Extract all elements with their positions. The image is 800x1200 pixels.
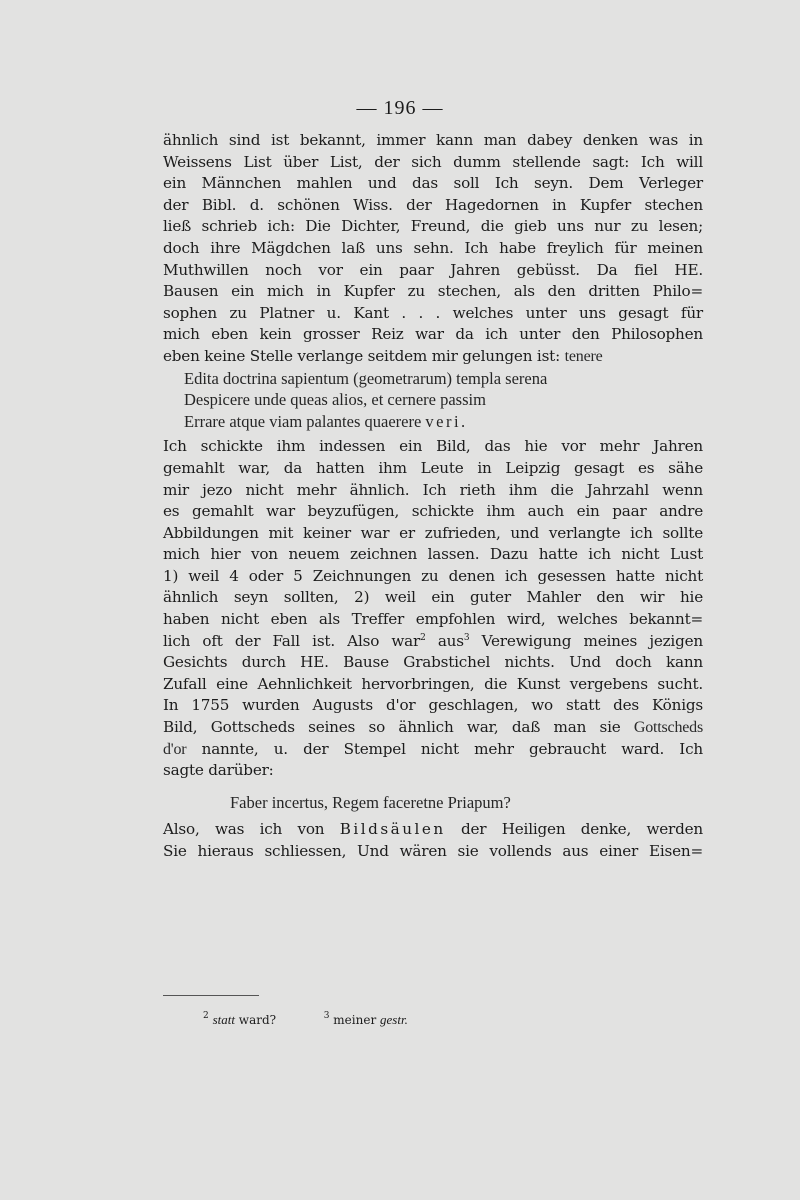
latin-quote: Faber incertus, Regem faceretne Priapum? — [230, 792, 511, 812]
footnote-text: ward? — [238, 1013, 277, 1027]
footnote-italic: gestr. — [380, 1012, 408, 1027]
latin-verse-text: Errare atque viam palantes quaerere — [184, 411, 422, 431]
spaced-word: veri. — [425, 411, 468, 431]
text-line — [163, 819, 703, 841]
text-line: haben nicht eben als Treffer empfohlen wird, welches bekannt= — [163, 610, 703, 629]
text-segment: Verewigung meines jezigen — [481, 631, 703, 650]
footnote-ref[interactable]: 2 — [420, 632, 426, 643]
fraktur-text: Bild, Gottscheds seines so ähnlich war, daß man sie — [163, 718, 621, 737]
text-line: ein Männchen mahlen und das soll Ich seyn. Dem Verleger — [163, 174, 703, 193]
text-line: ließ schrieb ich: Die Dichter, Freund, die gieb uns nur zu lesen; — [163, 217, 703, 236]
text-line: Abbildungen mit keiner war er zufrieden, und verlangte ich sollte — [163, 523, 703, 542]
text-line: Zufall eine Aehnlichkeit hervorbringen, die Kunst vergebens sucht. — [163, 674, 703, 693]
latin-verse-line — [163, 411, 703, 433]
text-line: ähnlich seyn sollten, 2) weil ein guter Mahler den wir hie — [163, 588, 703, 607]
footnote-number: 2 — [203, 1011, 209, 1021]
fraktur-text: eben keine Stelle verlange seitdem mir gelungen ist: — [163, 346, 560, 365]
text-line: der Bibl. d. schönen Wiss. der Hagedornen in Kupfer stechen — [163, 195, 703, 214]
text-line: Sie hieraus schliessen, Und wären sie vollends aus einer Eisen= — [163, 842, 703, 860]
page-number: — 196 — — [356, 97, 444, 119]
latin-verse-line: Edita doctrina sapientum (geometrarum) templa serena — [184, 368, 548, 388]
footnote-text: meiner — [333, 1013, 377, 1027]
text-line — [163, 739, 703, 761]
text-line: gemahlt war, da hatten ihm Leute in Leipzig gesagt es sähe — [163, 458, 703, 477]
footnote-divider — [163, 995, 259, 996]
text-line: Bausen ein mich in Kupfer zu stechen, als den dritten Philo= — [163, 282, 703, 301]
fraktur-text: nannte, u. der Stempel nicht mehr gebraucht ward. Ich — [201, 739, 703, 758]
text-line: Ich schickte ihm indessen ein Bild, das hie vor mehr Jahren — [163, 437, 703, 456]
text-line: ähnlich sind ist bekannt, immer kann man dabey denken was in — [163, 131, 703, 149]
footnote-number: 3 — [323, 1011, 330, 1021]
text-line: sagte darüber: — [163, 761, 274, 780]
text-line: mir jezo nicht mehr ähnlich. Ich rieth ihm die Jahrzahl wenn — [163, 480, 703, 499]
latin-verse-line: Despicere unde queas alios, et cernere passim — [184, 390, 486, 410]
footnote-italic: statt — [212, 1012, 235, 1027]
latin-text: d'or — [163, 740, 187, 758]
text-line: mich hier von neuem zeichnen lassen. Dazu hatte ich nicht Lust — [163, 545, 703, 564]
text-segment: lich oft der Fall ist. Also war — [163, 631, 421, 650]
text-segment: Also, was ich von — [163, 820, 325, 839]
text-line — [163, 717, 703, 739]
text-line: mich eben kein grosser Reiz war da ich unter den Philosophen — [163, 325, 703, 344]
text-line: Muthwillen noch vor ein paar Jahren gebüsst. Da fiel HE. — [163, 260, 703, 279]
latin-text: tenere — [564, 347, 603, 365]
text-line: sophen zu Platner u. Kant . . . welches unter uns gesagt für — [163, 303, 703, 322]
text-segment: aus — [437, 631, 464, 650]
latin-text: Gottscheds — [633, 719, 703, 737]
text-line — [163, 631, 703, 653]
spaced-word: Bildsäulen — [339, 820, 446, 839]
text-segment: der Heiligen denke, werden — [460, 820, 703, 839]
footnote-ref[interactable]: 3 — [463, 632, 470, 643]
text-line — [163, 346, 703, 368]
footnotes — [203, 1012, 408, 1028]
text-line: doch ihre Mägdchen laß uns sehn. Ich habe freylich für meinen — [163, 238, 703, 257]
text-line: 1) weil 4 oder 5 Zeichnungen zu denen ich gesessen hatte nicht — [163, 566, 703, 585]
main-text-column — [163, 130, 703, 863]
text-line: In 1755 wurden Augusts d'or geschlagen, wo statt des Königs — [163, 696, 703, 715]
text-line: es gemahlt war beyzufügen, schickte ihm auch ein paar andre — [163, 502, 703, 521]
text-line: Weissens List über List, der sich dumm stellende sagt: Ich will — [163, 152, 703, 171]
text-line: Gesichts durch HE. Bause Grabstichel nichts. Und doch kann — [163, 653, 703, 672]
